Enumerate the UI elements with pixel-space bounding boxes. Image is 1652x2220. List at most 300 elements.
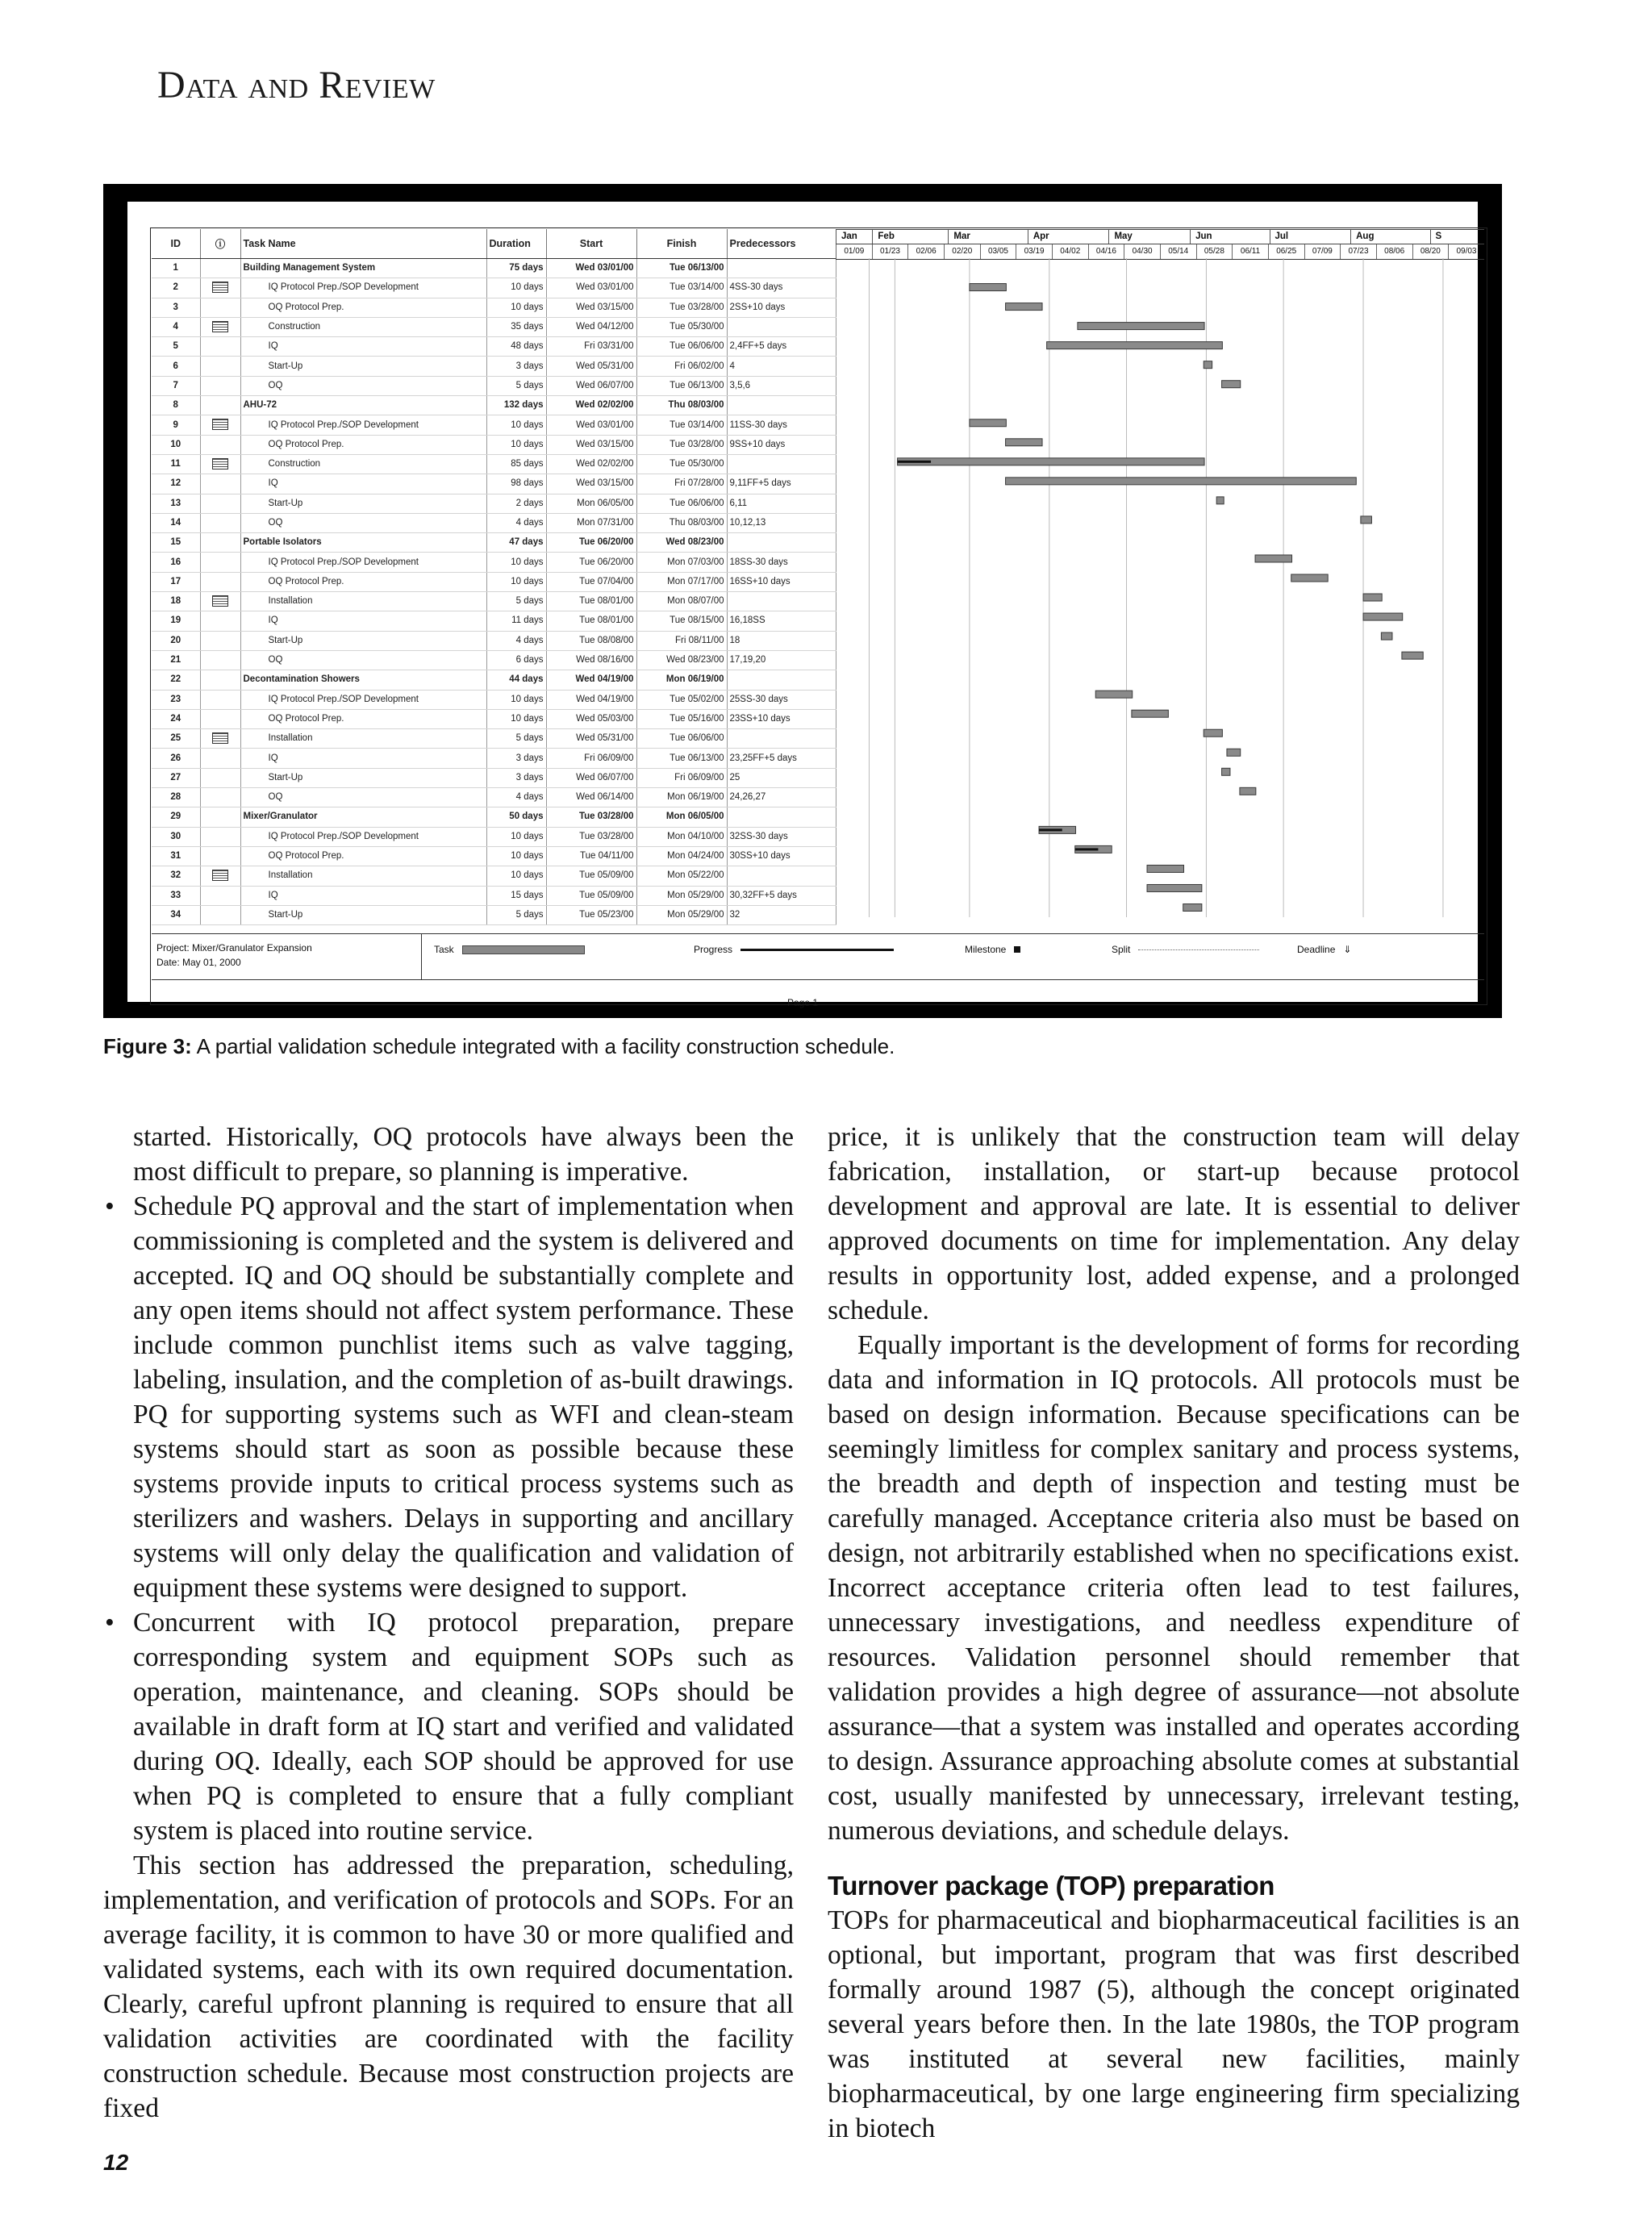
gantt-bar-task-13 bbox=[1216, 497, 1224, 504]
gantt-header-row bbox=[152, 229, 836, 259]
task-info bbox=[200, 553, 240, 572]
task-duration: 3 days bbox=[486, 357, 546, 376]
task-start: Wed 02/02/00 bbox=[546, 454, 636, 474]
task-info bbox=[200, 709, 240, 728]
header-duration: Duration bbox=[486, 229, 546, 259]
figure-caption-text: A partial validation schedule integrated with a facility construction schedule. bbox=[191, 1034, 895, 1058]
task-finish: Mon 07/03/00 bbox=[636, 553, 727, 572]
task-info bbox=[200, 886, 240, 905]
task-predecessors bbox=[727, 396, 836, 415]
task-name: Construction bbox=[240, 317, 486, 336]
task-info bbox=[200, 298, 240, 317]
task-name: IQ bbox=[240, 886, 486, 905]
gantt-bar-task-3 bbox=[1006, 303, 1042, 311]
task-start: Tue 05/09/00 bbox=[546, 866, 636, 886]
task-finish: Fri 06/02/00 bbox=[636, 357, 727, 376]
task-id: 14 bbox=[152, 513, 200, 532]
task-finish: Tue 05/30/00 bbox=[636, 317, 727, 336]
task-id: 17 bbox=[152, 572, 200, 591]
task-finish: Mon 08/07/00 bbox=[636, 592, 727, 611]
note-icon bbox=[212, 419, 228, 430]
gantt-bar-task-16 bbox=[1255, 555, 1291, 562]
legend-progress bbox=[694, 944, 894, 955]
task-id: 28 bbox=[152, 788, 200, 807]
task-finish: Mon 05/22/00 bbox=[636, 866, 727, 886]
task-finish: Thu 08/03/00 bbox=[636, 396, 727, 415]
task-name: IQ Protocol Prep./SOP Development bbox=[240, 415, 486, 435]
task-id: 8 bbox=[152, 396, 200, 415]
task-duration: 5 days bbox=[486, 729, 546, 749]
task-finish: Tue 06/06/00 bbox=[636, 494, 727, 513]
gantt-bar-task-18 bbox=[1363, 594, 1382, 601]
timescale-month: Mar bbox=[948, 230, 1027, 244]
task-finish: Tue 06/13/00 bbox=[636, 259, 727, 278]
task-predecessors: 6,11 bbox=[727, 494, 836, 513]
task-start: Tue 08/01/00 bbox=[546, 592, 636, 611]
task-name: Installation bbox=[240, 866, 486, 886]
legend-divider bbox=[421, 934, 422, 979]
task-predecessors: 25 bbox=[727, 768, 836, 787]
task-duration: 6 days bbox=[486, 650, 546, 670]
task-finish: Tue 05/02/00 bbox=[636, 690, 727, 709]
gantt-bar-task-32 bbox=[1147, 865, 1183, 872]
task-name: IQ bbox=[240, 474, 486, 494]
note-icon bbox=[212, 282, 228, 293]
timescale-week: 04/16 bbox=[1088, 244, 1124, 259]
legend-project-block bbox=[156, 941, 312, 970]
task-predecessors bbox=[727, 259, 836, 278]
task-id: 25 bbox=[152, 729, 200, 749]
task-finish: Mon 04/10/00 bbox=[636, 827, 727, 846]
task-info bbox=[200, 749, 240, 768]
timescale-week: 07/09 bbox=[1304, 244, 1341, 259]
task-finish: Thu 08/03/00 bbox=[636, 513, 727, 532]
gantt-bar-task-7 bbox=[1222, 381, 1241, 388]
task-info bbox=[200, 690, 240, 709]
gantt-bar-task-26 bbox=[1227, 749, 1241, 756]
task-info bbox=[200, 631, 240, 650]
left-bullet-list bbox=[103, 1189, 794, 1848]
task-start: Wed 03/15/00 bbox=[546, 298, 636, 317]
task-start: Wed 02/02/00 bbox=[546, 396, 636, 415]
task-start: Tue 04/11/00 bbox=[546, 846, 636, 866]
task-duration: 5 days bbox=[486, 592, 546, 611]
task-info bbox=[200, 454, 240, 474]
gantt-bar-task-25 bbox=[1204, 729, 1222, 737]
task-predecessors: 23,25FF+5 days bbox=[727, 749, 836, 768]
task-name: IQ Protocol Prep./SOP Development bbox=[240, 278, 486, 298]
task-predecessors: 23SS+10 days bbox=[727, 709, 836, 728]
header-predecessors: Predecessors bbox=[727, 229, 836, 259]
gantt-task-row bbox=[152, 788, 836, 807]
task-duration: 132 days bbox=[486, 396, 546, 415]
task-name: OQ Protocol Prep. bbox=[240, 846, 486, 866]
legend-split-swatch bbox=[1138, 949, 1259, 950]
task-name: OQ bbox=[240, 650, 486, 670]
gantt-page-label: Page 1 bbox=[786, 997, 819, 1008]
task-predecessors bbox=[727, 807, 836, 827]
task-id: 7 bbox=[152, 376, 200, 395]
header-info: ⓘ bbox=[200, 229, 240, 259]
timescale-week: 01/09 bbox=[836, 244, 872, 259]
task-finish: Tue 03/14/00 bbox=[636, 415, 727, 435]
task-id: 22 bbox=[152, 670, 200, 690]
task-start: Wed 08/16/00 bbox=[546, 650, 636, 670]
gantt-rows bbox=[152, 259, 836, 925]
task-duration: 47 days bbox=[486, 533, 546, 553]
task-start: Wed 04/19/00 bbox=[546, 670, 636, 690]
timescale-week: 01/23 bbox=[872, 244, 908, 259]
task-name: Start-Up bbox=[240, 357, 486, 376]
task-id: 21 bbox=[152, 650, 200, 670]
task-id: 10 bbox=[152, 435, 200, 454]
task-duration: 75 days bbox=[486, 259, 546, 278]
legend-task bbox=[434, 944, 585, 955]
gantt-task-row bbox=[152, 435, 836, 454]
task-duration: 44 days bbox=[486, 670, 546, 690]
task-info bbox=[200, 572, 240, 591]
gantt-task-row bbox=[152, 259, 836, 278]
task-duration: 10 days bbox=[486, 709, 546, 728]
task-info bbox=[200, 905, 240, 924]
timescale-week: 09/03 bbox=[1448, 244, 1484, 259]
task-predecessors bbox=[727, 317, 836, 336]
bullet-item-pq bbox=[103, 1189, 794, 1605]
legend-date: Date: May 01, 2000 bbox=[156, 957, 241, 968]
task-duration: 10 days bbox=[486, 866, 546, 886]
task-finish: Tue 05/16/00 bbox=[636, 709, 727, 728]
timescale-week: 08/06 bbox=[1376, 244, 1412, 259]
task-predecessors: 2SS+10 days bbox=[727, 298, 836, 317]
task-predecessors bbox=[727, 670, 836, 690]
task-predecessors: 18 bbox=[727, 631, 836, 650]
legend-split bbox=[1112, 944, 1259, 955]
task-duration: 10 days bbox=[486, 298, 546, 317]
task-id: 34 bbox=[152, 905, 200, 924]
task-finish: Mon 06/19/00 bbox=[636, 670, 727, 690]
gantt-bar-task-34 bbox=[1183, 904, 1202, 912]
task-name: IQ bbox=[240, 749, 486, 768]
task-info bbox=[200, 259, 240, 278]
gantt-task-row bbox=[152, 611, 836, 631]
gantt-task-row bbox=[152, 454, 836, 474]
task-predecessors: 30,32FF+5 days bbox=[727, 886, 836, 905]
timescale-month: Apr bbox=[1028, 230, 1109, 244]
task-name: Building Management System bbox=[240, 259, 486, 278]
task-duration: 10 days bbox=[486, 278, 546, 298]
task-info bbox=[200, 435, 240, 454]
task-name: IQ Protocol Prep./SOP Development bbox=[240, 553, 486, 572]
gantt-bar-task-19 bbox=[1363, 613, 1403, 620]
timescale-week: 04/30 bbox=[1124, 244, 1160, 259]
task-id: 23 bbox=[152, 690, 200, 709]
task-id: 1 bbox=[152, 259, 200, 278]
task-duration: 11 days bbox=[486, 611, 546, 631]
task-predecessors: 9,11FF+5 days bbox=[727, 474, 836, 494]
task-name: OQ Protocol Prep. bbox=[240, 298, 486, 317]
task-start: Wed 06/07/00 bbox=[546, 768, 636, 787]
task-duration: 50 days bbox=[486, 807, 546, 827]
task-duration: 10 days bbox=[486, 690, 546, 709]
legend-deadline-label: Deadline bbox=[1297, 944, 1336, 955]
timescale-week: 05/28 bbox=[1196, 244, 1233, 259]
gantt-task-row bbox=[152, 396, 836, 415]
task-duration: 4 days bbox=[486, 788, 546, 807]
task-finish: Tue 06/13/00 bbox=[636, 749, 727, 768]
gantt-bar-task-6 bbox=[1204, 361, 1212, 369]
task-predecessors: 16SS+10 days bbox=[727, 572, 836, 591]
gantt-bar-task-17 bbox=[1291, 574, 1328, 582]
task-duration: 5 days bbox=[486, 905, 546, 924]
task-id: 12 bbox=[152, 474, 200, 494]
task-info bbox=[200, 729, 240, 749]
task-finish: Mon 06/19/00 bbox=[636, 788, 727, 807]
task-info bbox=[200, 337, 240, 357]
task-predecessors bbox=[727, 592, 836, 611]
gantt-task-row bbox=[152, 905, 836, 924]
gantt-bars bbox=[836, 258, 1484, 917]
task-id: 16 bbox=[152, 553, 200, 572]
task-predecessors: 32SS-30 days bbox=[727, 827, 836, 846]
task-start: Tue 05/23/00 bbox=[546, 905, 636, 924]
gantt-task-row bbox=[152, 749, 836, 768]
task-finish: Tue 05/30/00 bbox=[636, 454, 727, 474]
task-name: Mixer/Granulator bbox=[240, 807, 486, 827]
gantt-sheet bbox=[127, 202, 1478, 1008]
gantt-bar-task-12 bbox=[1006, 478, 1357, 485]
task-finish: Mon 05/29/00 bbox=[636, 905, 727, 924]
gantt-task-row bbox=[152, 317, 836, 336]
task-start: Wed 03/15/00 bbox=[546, 435, 636, 454]
task-start: Wed 05/03/00 bbox=[546, 709, 636, 728]
left-paragraph-summary: This section has addressed the preparation, scheduling, implementation, and verification of protocols and SOPs. For an average facility, it is common to have 30 or more qualified and validated systems, each with its own required documentation. Clearly, careful upfront planning is required to ensure that all validation activities are coordinated with the facility construction schedule. Because most construction projects are fixed bbox=[103, 1851, 794, 2123]
gantt-timescale bbox=[836, 229, 1484, 258]
gantt-bar-task-4 bbox=[1078, 323, 1204, 330]
task-id: 19 bbox=[152, 611, 200, 631]
task-id: 29 bbox=[152, 807, 200, 827]
task-name: Start-Up bbox=[240, 631, 486, 650]
task-id: 13 bbox=[152, 494, 200, 513]
gantt-bar-task-20 bbox=[1381, 632, 1392, 640]
task-finish: Tue 06/06/00 bbox=[636, 337, 727, 357]
task-name: OQ Protocol Prep. bbox=[240, 572, 486, 591]
gantt-task-row bbox=[152, 298, 836, 317]
task-duration: 10 days bbox=[486, 846, 546, 866]
gantt-task-row bbox=[152, 886, 836, 905]
task-start: Tue 06/20/00 bbox=[546, 553, 636, 572]
task-duration: 10 days bbox=[486, 827, 546, 846]
task-start: Tue 07/04/00 bbox=[546, 572, 636, 591]
task-name: Installation bbox=[240, 592, 486, 611]
note-icon bbox=[212, 595, 228, 607]
task-start: Fri 06/09/00 bbox=[546, 749, 636, 768]
task-info bbox=[200, 827, 240, 846]
gantt-task-row bbox=[152, 768, 836, 787]
task-finish: Mon 06/05/00 bbox=[636, 807, 727, 827]
gantt-task-row bbox=[152, 709, 836, 728]
task-start: Tue 03/28/00 bbox=[546, 807, 636, 827]
task-id: 18 bbox=[152, 592, 200, 611]
task-predecessors bbox=[727, 533, 836, 553]
gantt-progress-task-31 bbox=[1075, 848, 1099, 850]
page-number: 12 bbox=[103, 2150, 129, 2175]
figure-caption-label: Figure 3: bbox=[103, 1034, 192, 1058]
gantt-legend bbox=[152, 933, 1484, 980]
gantt-task-row bbox=[152, 553, 836, 572]
task-duration: 48 days bbox=[486, 337, 546, 357]
gantt-bar-task-23 bbox=[1095, 691, 1132, 698]
task-duration: 10 days bbox=[486, 572, 546, 591]
bullet-item-sop bbox=[103, 1605, 794, 1848]
task-info bbox=[200, 611, 240, 631]
task-duration: 10 days bbox=[486, 553, 546, 572]
timescale-week: 04/02 bbox=[1052, 244, 1088, 259]
note-icon bbox=[212, 458, 228, 469]
task-start: Wed 04/12/00 bbox=[546, 317, 636, 336]
right-column bbox=[828, 1120, 1520, 2146]
header-finish: Finish bbox=[636, 229, 727, 259]
gantt-task-row bbox=[152, 846, 836, 866]
task-finish: Wed 08/23/00 bbox=[636, 650, 727, 670]
gantt-task-row bbox=[152, 807, 836, 827]
task-predecessors bbox=[727, 454, 836, 474]
timescale-month: Aug bbox=[1350, 230, 1429, 244]
task-info bbox=[200, 866, 240, 886]
deadline-arrow-icon: ⇓ bbox=[1343, 944, 1352, 955]
gantt-bar-task-11 bbox=[898, 458, 1204, 465]
task-finish: Fri 08/11/00 bbox=[636, 631, 727, 650]
task-name: OQ bbox=[240, 513, 486, 532]
legend-progress-swatch bbox=[740, 949, 894, 951]
gantt-task-row bbox=[152, 415, 836, 435]
legend-milestone-label: Milestone bbox=[965, 944, 1007, 955]
legend-milestone-swatch bbox=[1014, 946, 1020, 953]
gantt-task-row bbox=[152, 572, 836, 591]
task-finish: Fri 07/28/00 bbox=[636, 474, 727, 494]
task-duration: 5 days bbox=[486, 376, 546, 395]
task-finish: Tue 03/14/00 bbox=[636, 278, 727, 298]
task-finish: Mon 05/29/00 bbox=[636, 886, 727, 905]
task-id: 4 bbox=[152, 317, 200, 336]
task-predecessors: 4 bbox=[727, 357, 836, 376]
task-info bbox=[200, 670, 240, 690]
task-predecessors: 17,19,20 bbox=[727, 650, 836, 670]
gantt-bar-task-2 bbox=[970, 284, 1006, 291]
task-predecessors: 24,26,27 bbox=[727, 788, 836, 807]
task-predecessors: 11SS-30 days bbox=[727, 415, 836, 435]
task-duration: 4 days bbox=[486, 513, 546, 532]
legend-task-label: Task bbox=[434, 944, 454, 955]
gantt-task-row bbox=[152, 650, 836, 670]
bullet-text-sop: Concurrent with IQ protocol preparation, prepare corresponding system and equipment SOPs such as operation, maintenance, and cleaning. SOPs should be available in draft form at IQ start and verified and validated during OQ. Ideally, each SOP should be approved for use when PQ is completed to ensure that a fully compliant system is placed into routine service. bbox=[133, 1608, 794, 1846]
right-paragraph-continued: price, it is unlikely that the construction team will delay fabrication, installation, or start-up because protocol development and approval are late. It is essential to deliver approved documents on time for implementation. Any delay results in opportunity lost, added expense, and a prolonged schedule. bbox=[828, 1122, 1520, 1325]
bullet-icon: • bbox=[105, 1608, 115, 1638]
task-info bbox=[200, 474, 240, 494]
task-start: Wed 06/14/00 bbox=[546, 788, 636, 807]
task-duration: 15 days bbox=[486, 886, 546, 905]
gantt-progress-task-30 bbox=[1039, 828, 1062, 831]
task-predecessors: 30SS+10 days bbox=[727, 846, 836, 866]
task-info bbox=[200, 768, 240, 787]
task-id: 20 bbox=[152, 631, 200, 650]
gantt-task-row bbox=[152, 357, 836, 376]
task-finish: Tue 03/28/00 bbox=[636, 435, 727, 454]
task-start: Tue 06/20/00 bbox=[546, 533, 636, 553]
task-id: 24 bbox=[152, 709, 200, 728]
legend-project: Project: Mixer/Granulator Expansion bbox=[156, 942, 312, 954]
gantt-bar-task-28 bbox=[1240, 787, 1256, 795]
timescale-week: 02/20 bbox=[944, 244, 980, 259]
gantt-task-table bbox=[152, 229, 836, 925]
task-finish: Tue 06/13/00 bbox=[636, 376, 727, 395]
gantt-task-row bbox=[152, 513, 836, 532]
task-info bbox=[200, 807, 240, 827]
left-column bbox=[103, 1120, 794, 2126]
task-start: Tue 03/28/00 bbox=[546, 827, 636, 846]
task-info bbox=[200, 846, 240, 866]
running-head: Data and Review bbox=[157, 64, 436, 106]
task-finish: Wed 08/23/00 bbox=[636, 533, 727, 553]
bullet-text-pq: Schedule PQ approval and the start of implementation when commissioning is completed and the system is delivered and accepted. IQ and OQ should be substantially complete and any open items should not affect system performance. These include common punchlist items such as valve tagging, labeling, insulation, and the completion of as-built drawings. PQ for supporting systems such as WFI and clean-steam systems should start as soon as possible because these systems provide inputs to critical process systems such as sterilizers and washers. Delays in supporting and ancillary systems will only delay the qualification and validation of equipment these systems were designed to support. bbox=[133, 1191, 794, 1603]
task-start: Tue 08/01/00 bbox=[546, 611, 636, 631]
gantt-task-row bbox=[152, 533, 836, 553]
task-start: Wed 03/15/00 bbox=[546, 474, 636, 494]
task-start: Mon 07/31/00 bbox=[546, 513, 636, 532]
gantt-task-row bbox=[152, 337, 836, 357]
gantt-task-row bbox=[152, 278, 836, 298]
task-predecessors: 4SS-30 days bbox=[727, 278, 836, 298]
task-id: 32 bbox=[152, 866, 200, 886]
task-name: Installation bbox=[240, 729, 486, 749]
task-start: Wed 03/01/00 bbox=[546, 259, 636, 278]
gantt-task-row bbox=[152, 866, 836, 886]
task-id: 6 bbox=[152, 357, 200, 376]
timescale-month: Jan bbox=[836, 230, 872, 244]
gantt-bar-task-27 bbox=[1222, 768, 1230, 775]
gantt-task-row bbox=[152, 474, 836, 494]
note-icon bbox=[212, 732, 228, 744]
task-duration: 10 days bbox=[486, 435, 546, 454]
task-predecessors: 9SS+10 days bbox=[727, 435, 836, 454]
task-predecessors: 25SS-30 days bbox=[727, 690, 836, 709]
task-name: OQ Protocol Prep. bbox=[240, 709, 486, 728]
task-info bbox=[200, 650, 240, 670]
task-info bbox=[200, 533, 240, 553]
task-finish: Tue 03/28/00 bbox=[636, 298, 727, 317]
task-id: 31 bbox=[152, 846, 200, 866]
task-predecessors: 2,4FF+5 days bbox=[727, 337, 836, 357]
timescale-week: 07/23 bbox=[1340, 244, 1376, 259]
task-start: Fri 03/31/00 bbox=[546, 337, 636, 357]
header-start: Start bbox=[546, 229, 636, 259]
task-id: 5 bbox=[152, 337, 200, 357]
legend-deadline bbox=[1297, 944, 1351, 955]
task-info bbox=[200, 278, 240, 298]
timescale-week: 08/20 bbox=[1412, 244, 1449, 259]
task-duration: 4 days bbox=[486, 631, 546, 650]
gantt-bar-task-10 bbox=[1006, 439, 1042, 446]
task-start: Wed 03/01/00 bbox=[546, 278, 636, 298]
task-predecessors: 3,5,6 bbox=[727, 376, 836, 395]
section-heading-top: Turnover package (TOP) preparation bbox=[828, 1871, 1274, 1901]
task-info bbox=[200, 376, 240, 395]
gantt-bar-task-9 bbox=[970, 419, 1006, 427]
task-duration: 10 days bbox=[486, 415, 546, 435]
header-id: ID bbox=[152, 229, 200, 259]
timescale-week: 06/25 bbox=[1268, 244, 1304, 259]
header-task-name: Task Name bbox=[240, 229, 486, 259]
gantt-task-row bbox=[152, 631, 836, 650]
